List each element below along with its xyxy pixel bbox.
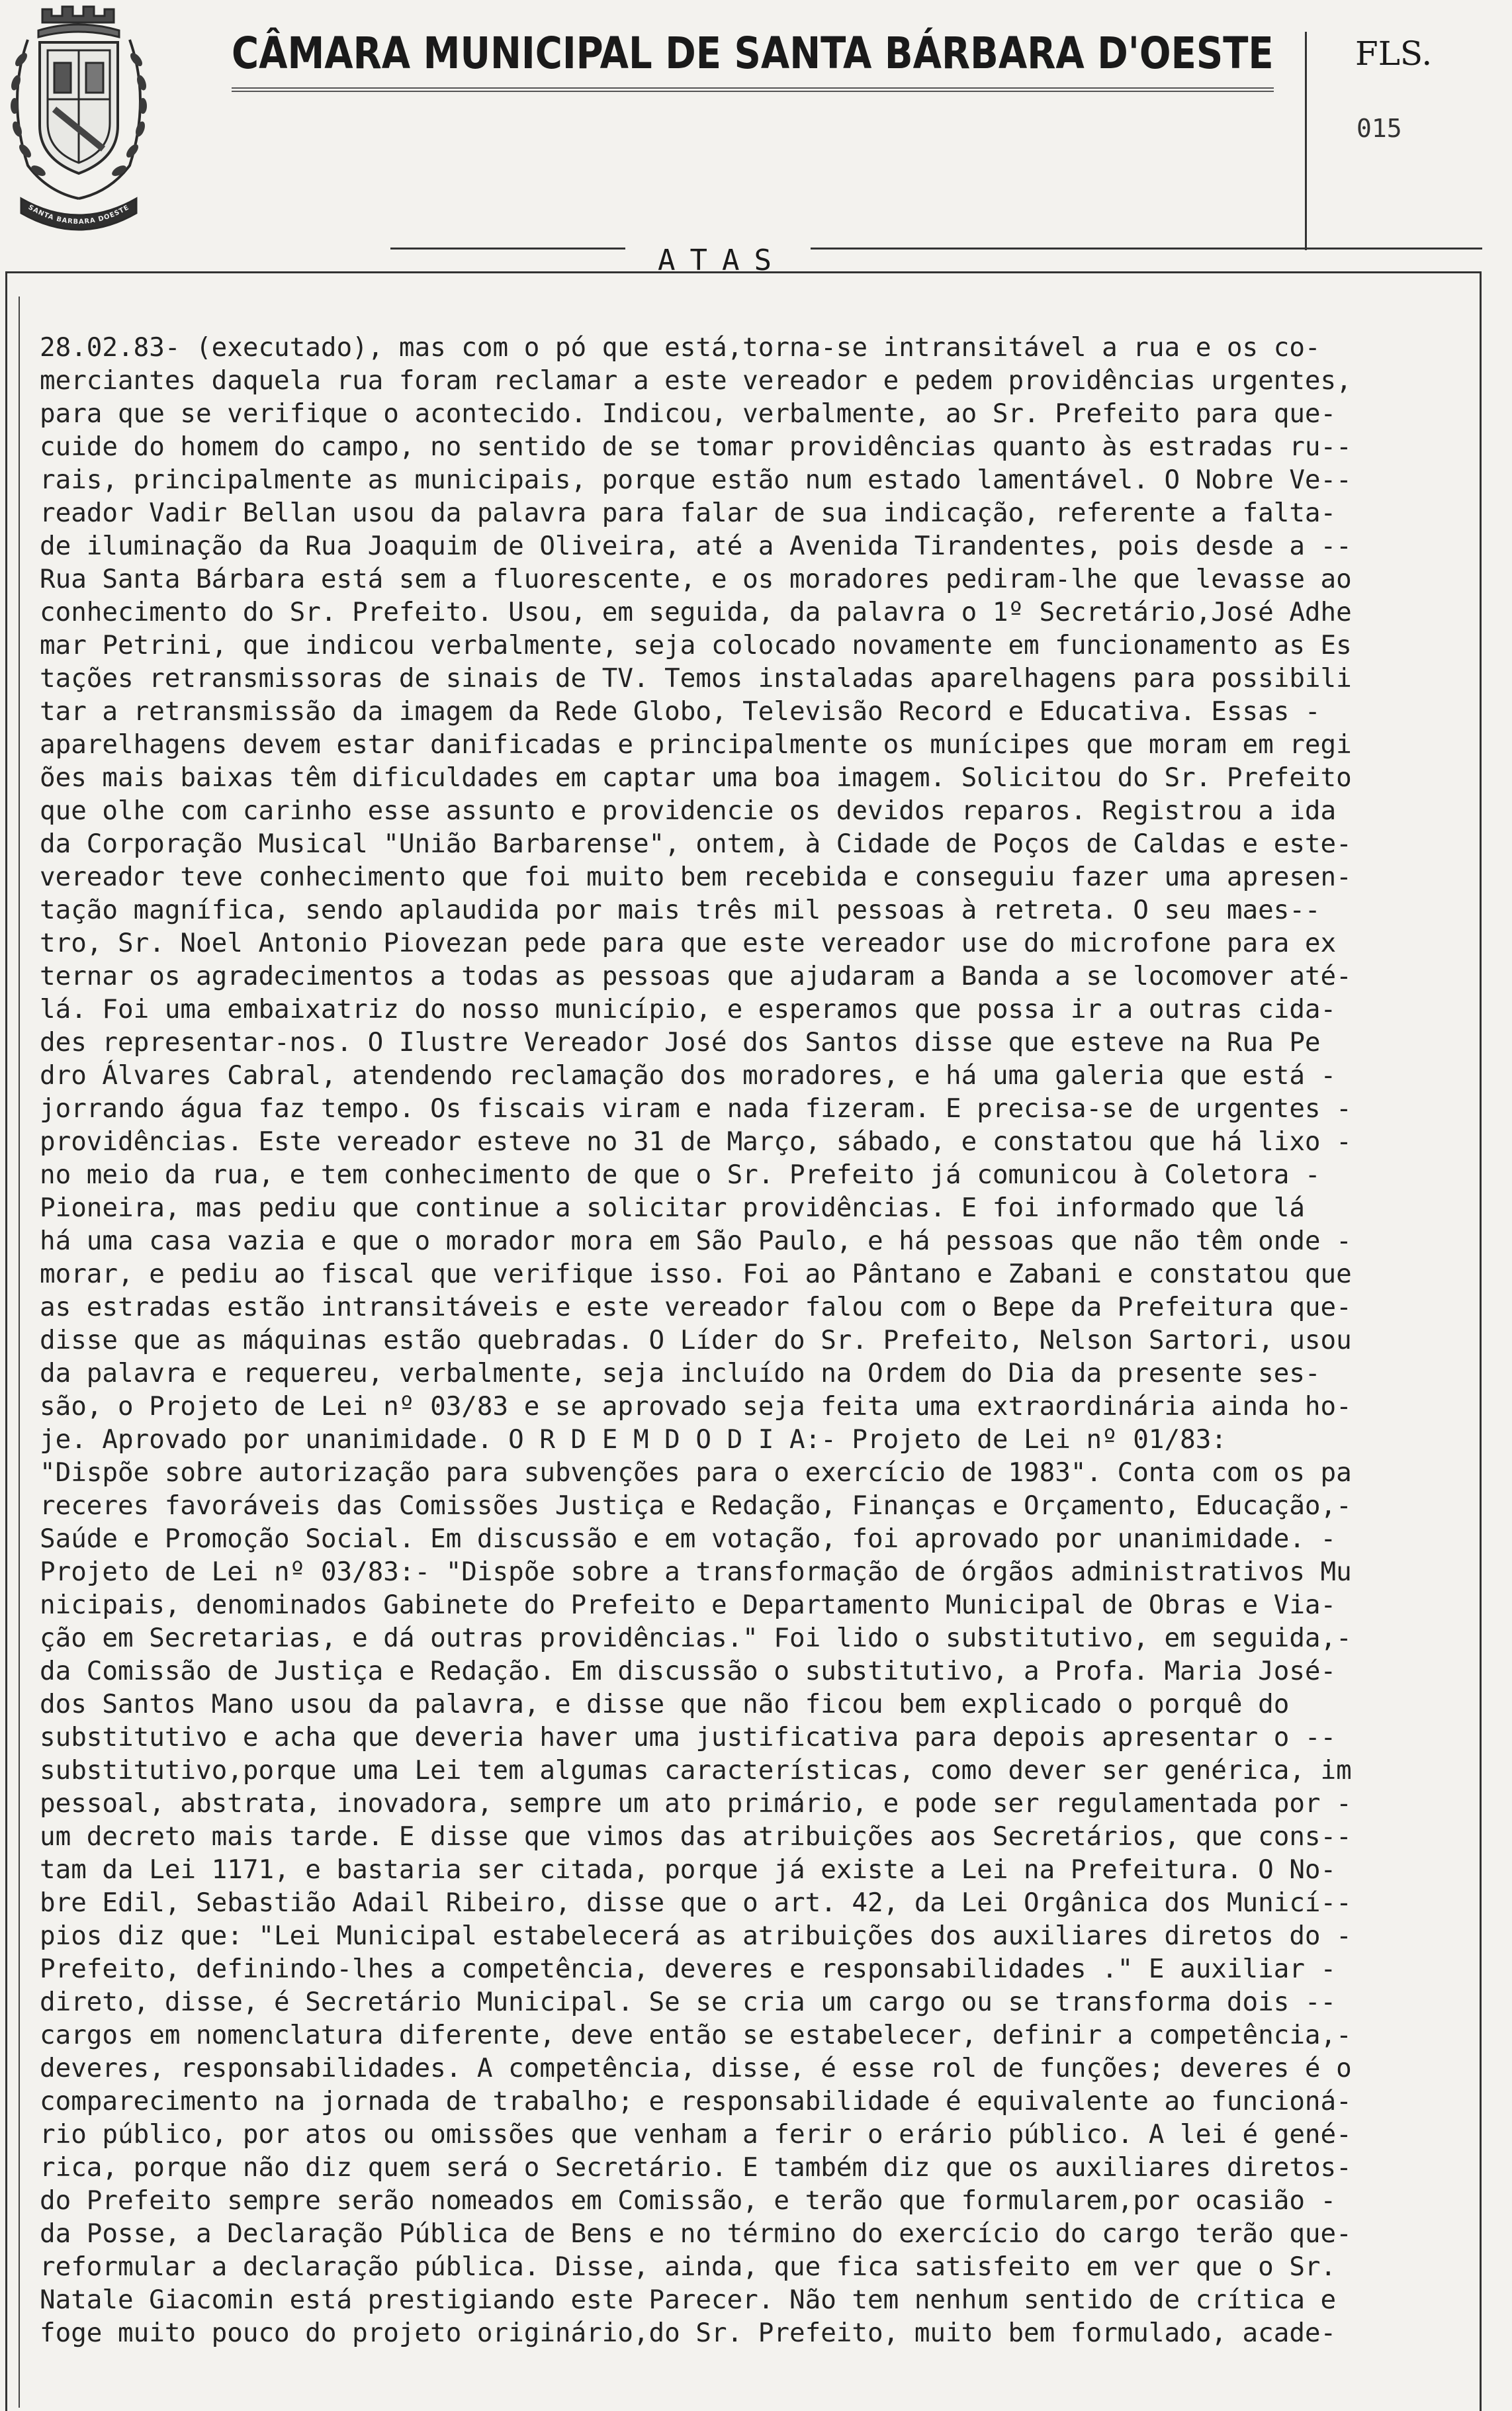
section-rule-right <box>811 248 1482 250</box>
text-line: da Posse, a Declaração Pública de Bens e no término do exercício do cargo terão que- <box>40 2218 1352 2249</box>
folio-label: FLS. <box>1355 34 1433 73</box>
text-line: merciantes daquela rua foram reclamar a este vereador e pedem providências urgentes, <box>40 365 1352 396</box>
crest-motto: SANTA BARBARA DOESTE <box>26 203 131 226</box>
text-line: reformular a declaração pública. Disse, ainda, que fica satisfeito em ver que o Sr. <box>40 2252 1337 2282</box>
text-line: da palavra e requereu, verbalmente, seja incluído na Ordem do Dia da presente ses- <box>40 1358 1321 1388</box>
text-line: cargos em nomenclatura diferente, deve então se estabelecer, definir a competência,- <box>40 2020 1352 2050</box>
text-line: bre Edil, Sebastião Adail Ribeiro, disse que o art. 42, da Lei Orgânica dos Municí-- <box>40 1888 1352 1918</box>
text-line: "Dispõe sobre autorização para subvenções para o exercício de 1983". Conta com os pa <box>40 1457 1352 1488</box>
text-line: Natale Giacomin está prestigiando este Parecer. Não tem nenhum sentido de crítica e <box>40 2285 1337 2315</box>
text-line: morar, e pediu ao fiscal que verifique isso. Foi ao Pântano e Zabani e constatou que <box>40 1259 1352 1289</box>
text-line: lá. Foi uma embaixatriz do nosso município, e esperamos que possa ir a outras cida- <box>40 994 1337 1024</box>
text-line: são, o Projeto de Lei nº 03/83 e se aprovado seja feita uma extraordinária ainda ho- <box>40 1391 1352 1422</box>
text-line: tação magnífica, sendo aplaudida por mais três mil pessoas à retreta. O seu maes-- <box>40 895 1321 925</box>
text-line: Rua Santa Bárbara está sem a fluorescente, e os moradores pediram-lhe que levasse ao <box>40 564 1352 594</box>
text-line: aparelhagens devem estar danificadas e principalmente os munícipes que moram em regi <box>40 729 1352 760</box>
text-line: há uma casa vazia e que o morador mora em São Paulo, e há pessoas que não têm onde - <box>40 1226 1352 1256</box>
text-line: tam da Lei 1171, e bastaria ser citada, porque já existe a Lei na Prefeitura. O No- <box>40 1854 1337 1885</box>
text-line: comparecimento na jornada de trabalho; e responsabilidade é equivalente ao funcioná- <box>40 2086 1352 2116</box>
chamber-title: CÂMARA MUNICIPAL DE SANTA BÁRBARA D'OESTE <box>232 28 1274 79</box>
text-line: um decreto mais tarde. E disse que vimos das atribuições aos Secretários, que cons-- <box>40 1821 1352 1852</box>
text-line: jorrando água faz tempo. Os fiscais viram e nada fizeram. E precisa-se de urgentes - <box>40 1093 1352 1124</box>
text-line: tar a retransmissão da imagem da Rede Globo, Televisão Record e Educativa. Essas - <box>40 696 1321 727</box>
text-line: providências. Este vereador esteve no 31 de Março, sábado, e constatou que há lixo - <box>40 1126 1352 1157</box>
text-line: tro, Sr. Noel Antonio Piovezan pede para que este vereador use do microfone para ex <box>40 928 1337 958</box>
minutes-body <box>40 331 1449 2349</box>
header-divider <box>1305 32 1307 250</box>
text-line: do Prefeito sempre serão nomeados em Comissão, e terão que formularem,por ocasião - <box>40 2185 1337 2216</box>
municipal-crest-icon <box>1 0 157 232</box>
text-line: nicipais, denominados Gabinete do Prefeito e Departamento Municipal de Obras e Via- <box>40 1590 1337 1620</box>
text-line: receres favoráveis das Comissões Justiça e Redação, Finanças e Orçamento, Educação,- <box>40 1490 1352 1521</box>
text-line: substitutivo e acha que deveria haver uma justificativa para depois apresentar o -- <box>40 1722 1337 1752</box>
text-line: Projeto de Lei nº 03/83:- "Dispõe sobre a transformação de órgãos administrativos Mu <box>40 1557 1352 1587</box>
folio-number: 015 <box>1356 114 1402 143</box>
text-line: conhecimento do Sr. Prefeito. Usou, em seguida, da palavra o 1º Secretário,José Adhe <box>40 597 1352 627</box>
text-line: disse que as máquinas estão quebradas. O Líder do Sr. Prefeito, Nelson Sartori, usou <box>40 1325 1352 1355</box>
text-line: je. Aprovado por unanimidade. O R D E M D O D I A:- Projeto de Lei nº 01/83: <box>40 1424 1227 1455</box>
text-line: cuide do homem do campo, no sentido de se tomar providências quanto às estradas ru-- <box>40 432 1352 462</box>
text-line: mar Petrini, que indicou verbalmente, seja colocado novamente em funcionamento as Es <box>40 630 1352 660</box>
text-line: foge muito pouco do projeto originário,do Sr. Prefeito, muito bem formulado, acade- <box>40 2318 1337 2348</box>
text-line: deveres, responsabilidades. A competência, disse, é esse rol de funções; deveres é o <box>40 2053 1352 2083</box>
title-rule <box>232 87 1274 92</box>
text-line: pessoal, abstrata, inovadora, sempre um ato primário, e pode ser regulamentada por - <box>40 1788 1352 1819</box>
text-line: rica, porque não diz quem será o Secretário. E também diz que os auxiliares diretos- <box>40 2152 1352 2183</box>
text-line: ção em Secretarias, e dá outras providências." Foi lido o substitutivo, em seguida,- <box>40 1623 1352 1653</box>
text-line: para que se verifique o acontecido. Indicou, verbalmente, ao Sr. Prefeito para que- <box>40 398 1337 429</box>
text-line: rio público, por atos ou omissões que venham a ferir o erário público. A lei é gené- <box>40 2119 1352 2150</box>
section-title: ATAS <box>658 244 786 277</box>
text-line: rais, principalmente as municipais, porque estão num estado lamentável. O Nobre Ve-- <box>40 465 1352 495</box>
text-line: dro Álvares Cabral, atendendo reclamação dos moradores, e há uma galeria que está - <box>40 1060 1337 1091</box>
text-line: ões mais baixas têm dificuldades em captar uma boa imagem. Solicitou do Sr. Prefeito <box>40 762 1352 793</box>
text-line: Saúde e Promoção Social. Em discussão e em votação, foi aprovado por unanimidade. - <box>40 1524 1337 1554</box>
text-line: ternar os agradecimentos a todas as pessoas que ajudaram a Banda a se locomover até- <box>40 961 1352 991</box>
text-line: Pioneira, mas pediu que continue a solicitar providências. E foi informado que lá <box>40 1193 1305 1223</box>
section-rule-left <box>390 248 625 250</box>
text-line: reador Vadir Bellan usou da palavra para falar de sua indicação, referente a falta- <box>40 498 1337 528</box>
text-line: da Corporação Musical "União Barbarense", ontem, à Cidade de Poços de Caldas e este- <box>40 829 1352 859</box>
text-line: Prefeito, definindo-lhes a competência, deveres e responsabilidades ." E auxiliar - <box>40 1954 1337 1984</box>
text-line: de iluminação da Rua Joaquim de Oliveira, até a Avenida Tirandentes, pois desde a -- <box>40 531 1352 561</box>
text-line: no meio da rua, e tem conhecimento de que o Sr. Prefeito já comunicou à Coletora - <box>40 1160 1321 1190</box>
text-line: as estradas estão intransitáveis e este vereador falou com o Bepe da Prefeitura que- <box>40 1292 1352 1322</box>
text-line: 28.02.83- (executado), mas com o pó que está,torna-se intransitável a rua e os co- <box>40 332 1321 363</box>
text-line: vereador teve conhecimento que foi muito bem recebida e conseguiu fazer uma apresen- <box>40 862 1352 892</box>
text-line: des representar-nos. O Ilustre Vereador José dos Santos disse que esteve na Rua Pe <box>40 1027 1321 1058</box>
text-line: tações retransmissoras de sinais de TV. Temos instaladas aparelhagens para possibili <box>40 663 1352 694</box>
text-line: da Comissão de Justiça e Redação. Em discussão o substitutivo, a Profa. Maria José- <box>40 1656 1337 1686</box>
text-line: que olhe com carinho esse assunto e providencie os devidos reparos. Registrou a ida <box>40 796 1337 826</box>
text-line: dos Santos Mano usou da palavra, e disse que não ficou bem explicado o porquê do <box>40 1689 1290 1719</box>
text-line: substitutivo,porque uma Lei tem algumas características, como dever ser genérica, im <box>40 1755 1352 1786</box>
text-line: pios diz que: "Lei Municipal estabelecerá as atribuições dos auxiliares diretos do - <box>40 1921 1352 1951</box>
text-line: direto, disse, é Secretário Municipal. Se se cria um cargo ou se transforma dois -- <box>40 1987 1337 2017</box>
